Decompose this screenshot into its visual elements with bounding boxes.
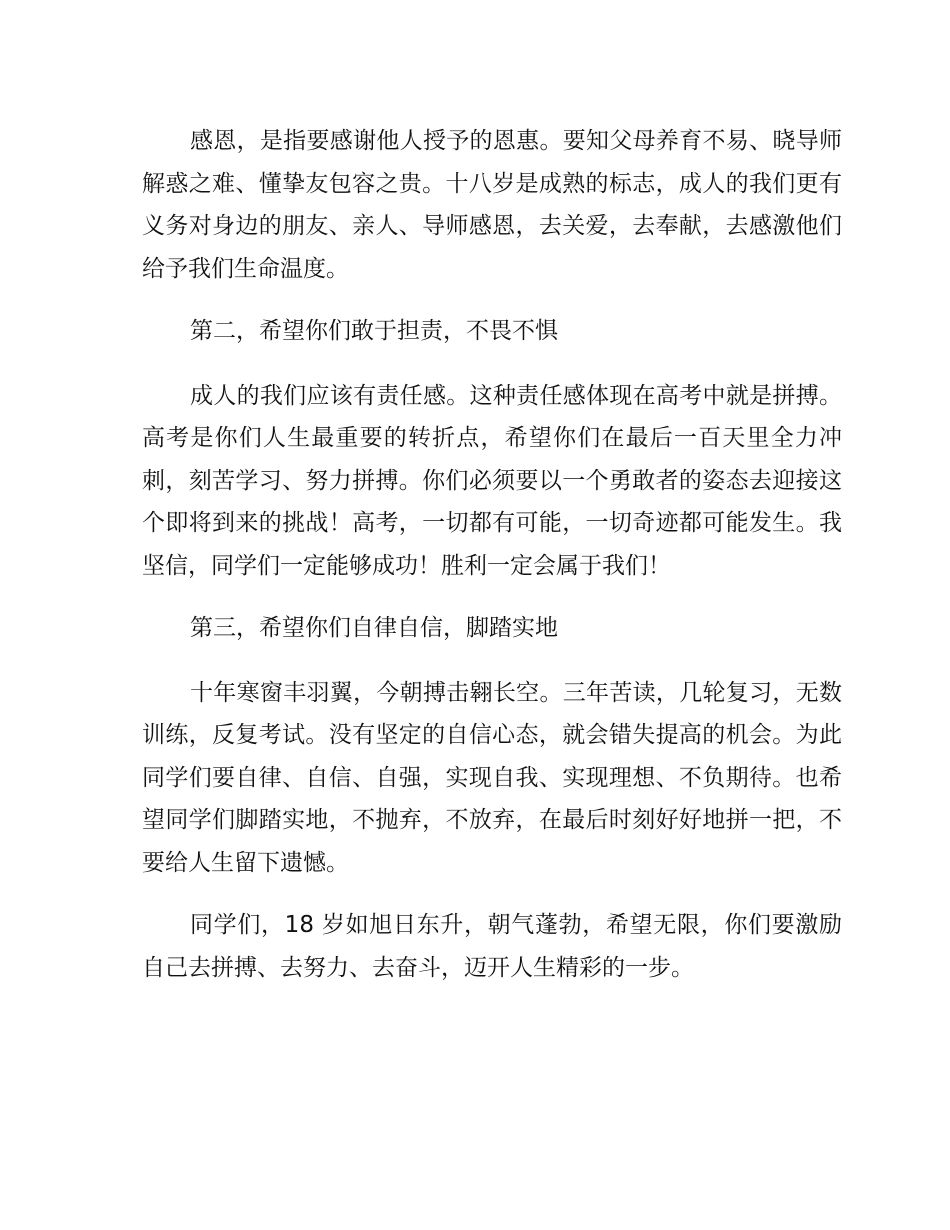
section-heading-third: 第三，希望你们自律自信，脚踏实地 [190, 615, 558, 641]
paragraph-closing: 同学们，18 岁如旭日东升，朝气蓬勃，希望无限，你们要激励自己去拼搏、去努力、去奋斗，迈开人生精彩的一步。 [142, 912, 842, 981]
document-body [142, 120, 842, 1009]
paragraph-gratitude: 感恩，是指要感谢他人授予的恩惠。要知父母养育不易、晓导师解惑之难、懂挚友包容之贵。十八岁是成熟的标志，成人的我们更有义务对身边的朋友、亲人、导师感恩，去关爱，去奉献，去感激他们给予我们生命温度。 [142, 128, 842, 282]
section-heading-second: 第二，希望你们敢于担责，不畏不惧 [190, 318, 558, 344]
paragraph-self-discipline: 十年寒窗丰羽翼，今朝搏击翱长空。三年苦读，几轮复习，无数训练，反复考试。没有坚定的自信心态，就会错失提高的机会。为此同学们要自律、自信、自强，实现自我、实现理想、不负期待。也希望同学们脚踏实地，不抛弃，不放弃，在最后时刻好好地拼一把，不要给人生留下遗憾。 [142, 679, 842, 876]
paragraph-responsibility: 成人的我们应该有责任感。这种责任感体现在高考中就是拼搏。高考是你们人生最重要的转折点，希望你们在最后一百天里全力冲刺，刻苦学习、努力拼搏。你们必须要以一个勇敢者的姿态去迎接这个即将到来的挑战！高考，一切都有可能，一切奇迹都可能发生。我坚信，同学们一定能够成功！胜利一定会属于我们！ [142, 382, 842, 579]
